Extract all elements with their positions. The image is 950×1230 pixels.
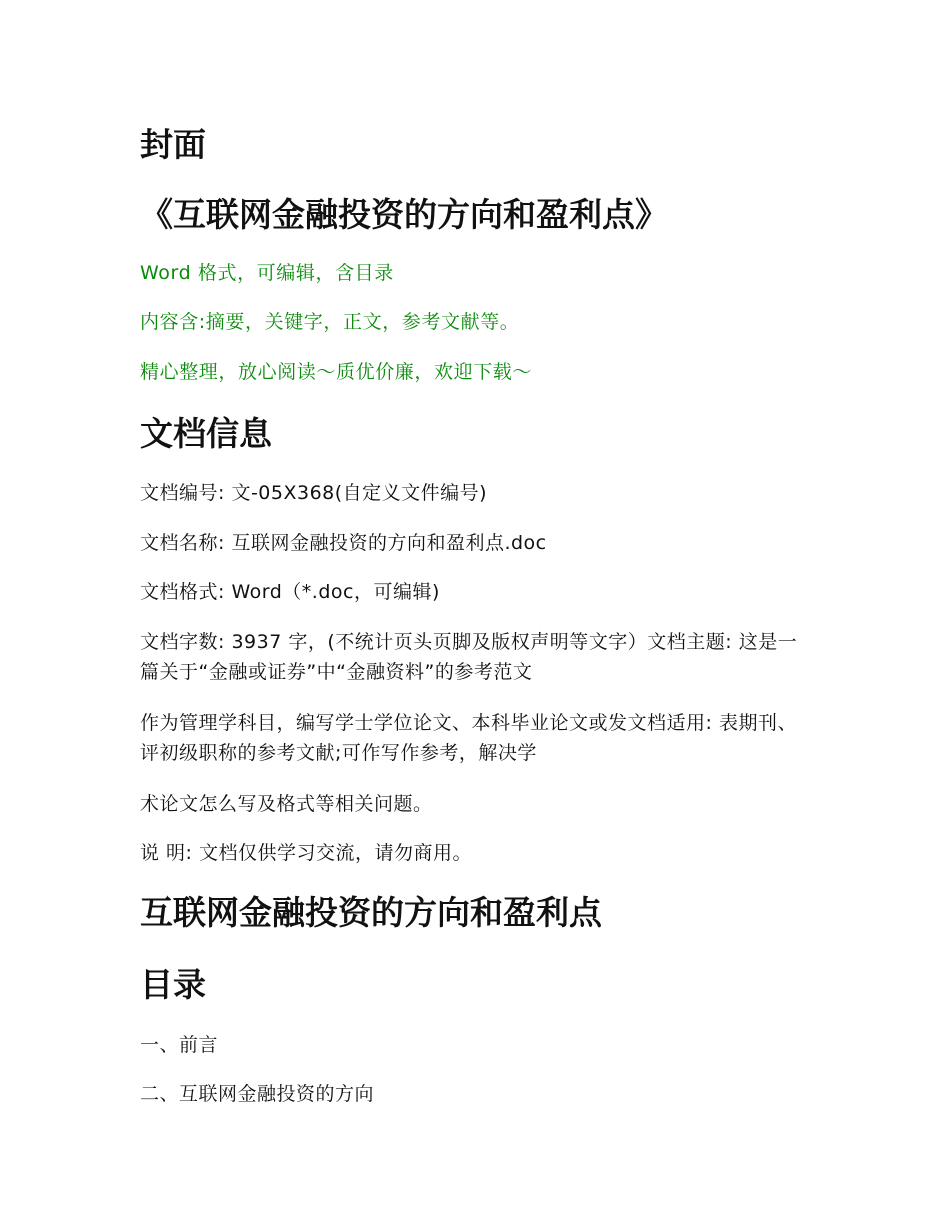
info-note: 说 明: 文档仅供学习交流，请勿商用。 xyxy=(140,842,472,864)
cover-heading: 封面 xyxy=(140,125,206,164)
toc-item: 一、前言 xyxy=(140,1034,219,1056)
info-usage-continued: 术论文怎么写及格式等相关问题。 xyxy=(140,793,433,815)
info-number: 文档编号: 文-05X368(自定义文件编号) xyxy=(140,482,488,504)
info-format: 文档格式: Word（*.doc，可编辑) xyxy=(140,581,440,603)
info-words: 文档字数: 3937 字，(不统计页头页脚及版权声明等文字）文档主题: 这是一篇关于“金融或证券”中“金融资料”的参考范文 xyxy=(140,631,798,683)
info-usage: 作为管理学科目，编写学士学位论文、本科毕业论文或发文档适用: 表期刊、评初级职称的参考文献;可作写作参考，解决学 xyxy=(140,712,797,764)
main-title: 互联网金融投资的方向和盈利点 xyxy=(140,893,602,932)
toc-item: 二、互联网金融投资的方向 xyxy=(140,1083,375,1105)
document-title: 《互联网金融投资的方向和盈利点》 xyxy=(140,195,668,234)
cover-note-promo: 精心整理，放心阅读～质优价廉，欢迎下载～ xyxy=(140,361,533,383)
cover-note-format: Word 格式，可编辑，含目录 xyxy=(140,262,394,284)
info-name: 文档名称: 互联网金融投资的方向和盈利点.doc xyxy=(140,532,547,554)
info-heading: 文档信息 xyxy=(140,414,272,453)
cover-note-contents: 内容含:摘要，关键字，正文，参考文献等。 xyxy=(140,311,520,333)
toc-heading: 目录 xyxy=(140,965,206,1004)
